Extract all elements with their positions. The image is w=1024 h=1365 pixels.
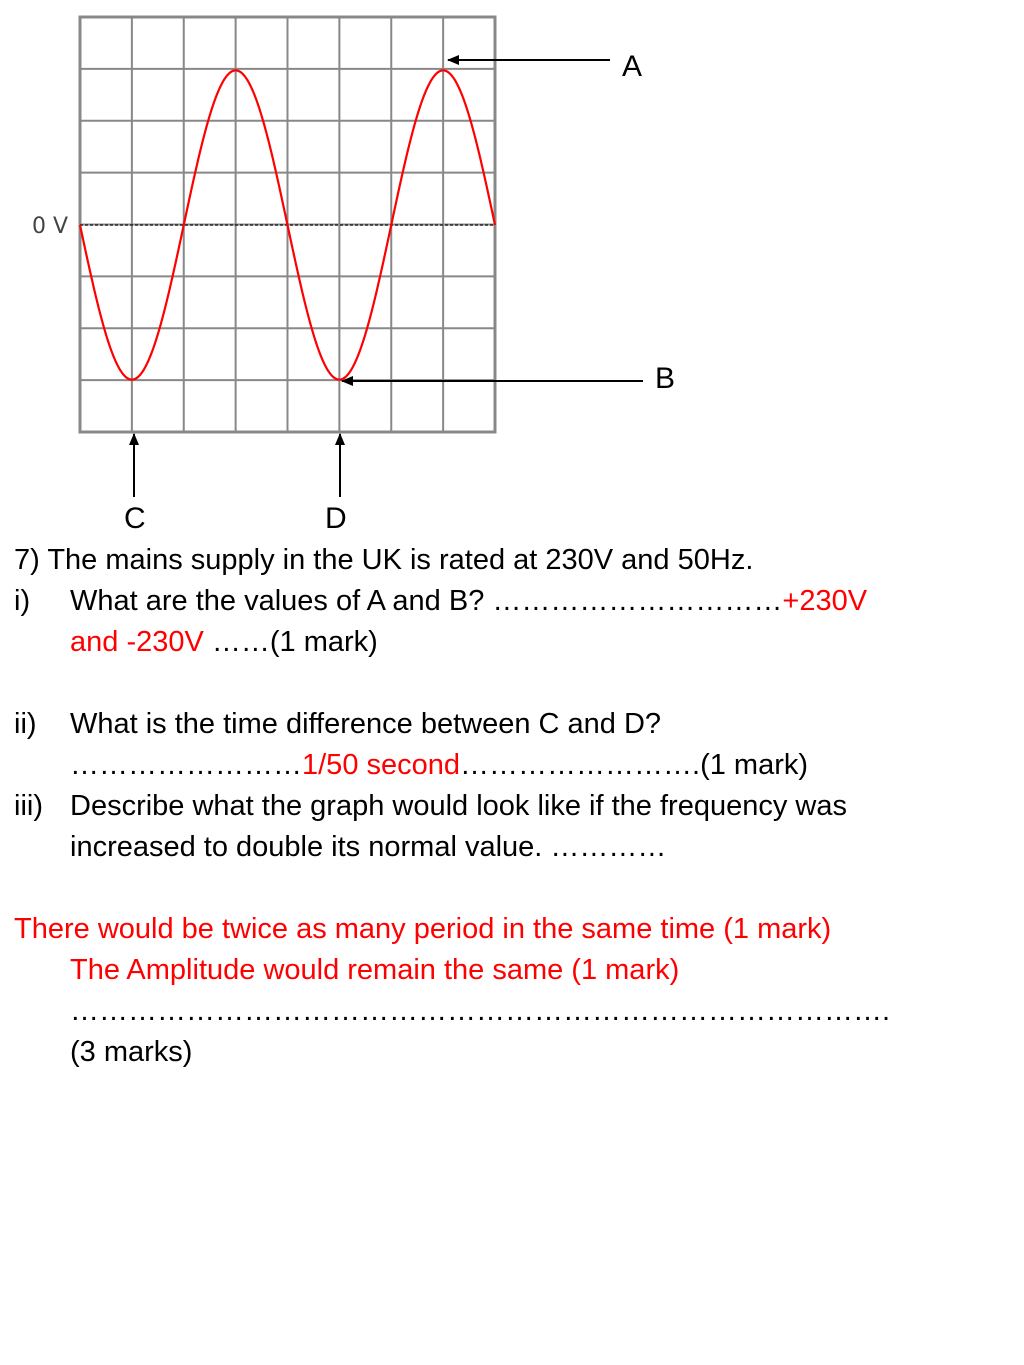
oscilloscope-figure xyxy=(0,0,1024,540)
label-a: A xyxy=(622,50,643,83)
question-i xyxy=(14,581,1014,622)
zero-volt-label: 0 V xyxy=(32,214,69,239)
answer-dots-line: …………………………………………………………………………. xyxy=(70,995,891,1027)
question-ii-text: What is the time difference between C and D? xyxy=(70,708,662,740)
answer-marks: (3 marks) xyxy=(70,1036,193,1068)
question-ii-number: ii) xyxy=(14,708,37,740)
question-ii xyxy=(14,704,1014,745)
question-ii-dots-after: …………………….(1 mark) xyxy=(460,749,809,781)
answer-iii-line-2: The Amplitude would remain the same (1 mark) xyxy=(70,954,680,986)
answer-iii-line-1: There would be twice as many period in the same time (1 mark) xyxy=(14,913,832,945)
question-ii-answer-line xyxy=(14,745,1014,786)
question-intro: 7) The mains supply in the UK is rated at 230V and 50Hz. xyxy=(14,544,754,576)
question-i-text: What are the values of A and B? ………………………… xyxy=(70,585,783,617)
question-iii-text-2: increased to double its normal value. ………… xyxy=(70,831,667,863)
question-ii-dots-before: …………………… xyxy=(70,749,302,781)
label-d: D xyxy=(325,502,347,535)
question-i-marks: ……(1 mark) xyxy=(203,626,378,658)
question-iii xyxy=(14,786,1014,827)
question-ii-answer: 1/50 second xyxy=(302,749,461,781)
question-text xyxy=(14,540,1014,1073)
question-iii-text: Describe what the graph would look like if the frequency was xyxy=(70,790,847,822)
question-i-answer: +230V xyxy=(782,585,868,617)
question-iii-number: iii) xyxy=(14,790,43,822)
question-i-number: i) xyxy=(14,585,31,617)
question-i-line2 xyxy=(14,622,1014,663)
question-i-answer-2: and -230V xyxy=(70,626,204,658)
label-c: C xyxy=(124,502,146,535)
label-b: B xyxy=(655,362,676,395)
